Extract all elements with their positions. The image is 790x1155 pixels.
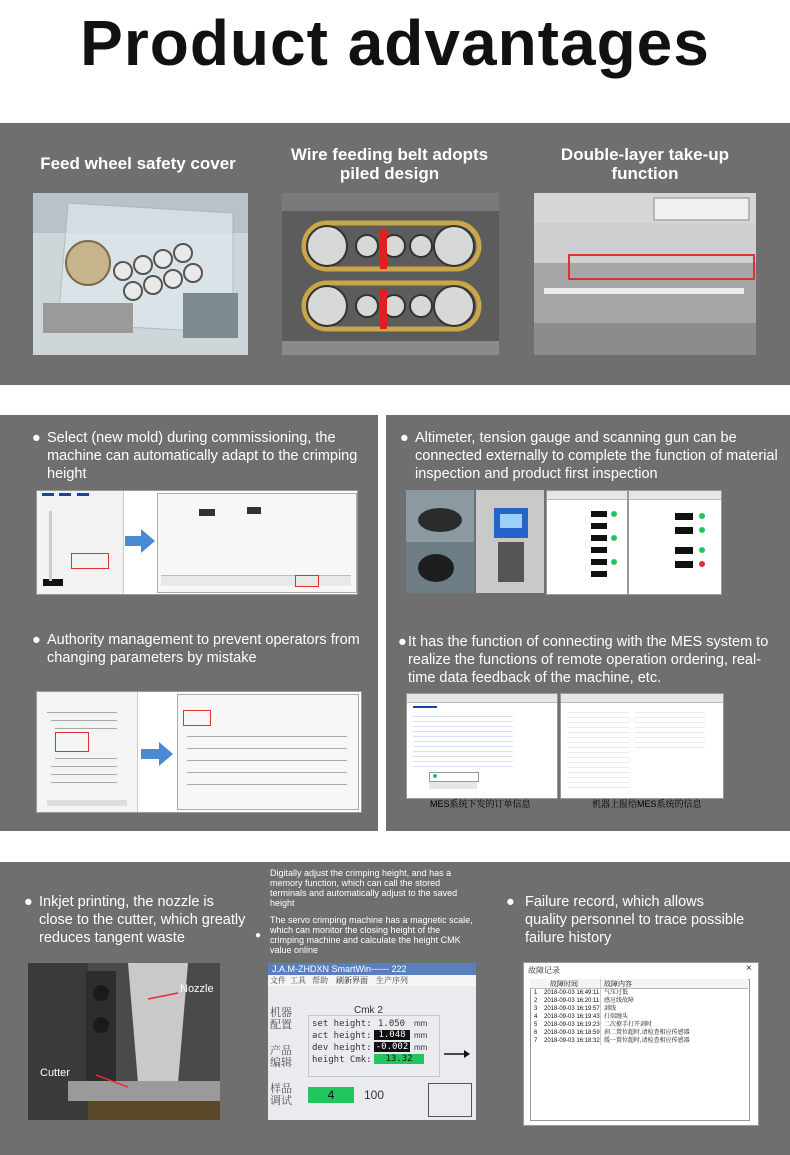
authority-text: Authority management to prevent operators from changing parameters by mistake — [47, 632, 360, 666]
failure-bullet: ● Failure record, which allows quality personnel to trace possible failure history — [506, 893, 756, 953]
table-row[interactable] — [532, 1029, 746, 1037]
table-row[interactable] — [532, 997, 746, 1005]
menu-file[interactable]: 文件 — [270, 976, 286, 985]
cmk-screen-photo — [268, 963, 476, 1120]
take-up-caption: Double-layer take-up function — [560, 145, 730, 183]
row-time: 2018-09-03 16:20:11 — [544, 998, 600, 1004]
count-a: 4 — [308, 1087, 354, 1103]
feed-wheel-photo — [33, 193, 248, 355]
row-index: 6 — [534, 1030, 538, 1036]
side-machine-config[interactable]: 机器配置 — [270, 1007, 292, 1031]
cmk-panel-title: Cmk 2 — [354, 1005, 383, 1016]
feed-wheel-caption: Feed wheel safety cover — [40, 154, 236, 173]
inspection-screen-1 — [546, 490, 628, 595]
commissioning-bullet: ● Select (new mold) during commissioning, the machine can automatically adapt to the crimping height — [32, 429, 372, 489]
crimp-note-2: The servo crimping machine has a magnetic scale, which can monitor the closing height of the crimping machine and calculate the height CMK value online — [270, 915, 473, 955]
col-content: 故障内容 — [604, 981, 632, 988]
row-time: 2018-09-03 16:49:11 — [544, 990, 600, 996]
failure-window-title: 故障记录 — [528, 966, 560, 975]
page-title: Product advantages — [80, 7, 710, 79]
cmk-app-title: J.A.M-ZHDXN SmartWin------ 222 — [268, 963, 476, 975]
mes-order-caption: MES系统下发的订单信息 — [430, 799, 531, 809]
crimp-bullet-dot: ● — [255, 930, 262, 941]
tension-gauge-photo — [476, 490, 544, 593]
altimeter-text: Altimeter, tension gauge and scanning gun can be connected externally to complete the function of material inspection and product first inspection — [415, 430, 778, 482]
nozzle-label: Nozzle — [180, 983, 214, 995]
table-row[interactable] — [532, 1021, 746, 1029]
mes-text: It has the function of connecting with the MES system to realize the functions of remote operation ordering, real-time data feedback of the machine, etc. — [408, 634, 769, 686]
row-index: 2 — [534, 998, 538, 1004]
crimp-note-1: Digitally adjust the crimping height, and has a memory function, which can call the stored terminals and automatically adjust to the saved height — [270, 868, 458, 908]
row-index: 1 — [534, 990, 538, 996]
table-row[interactable] — [532, 1005, 746, 1013]
row-content: 二次撩手打开剥时 — [604, 1022, 653, 1028]
row-index: 4 — [534, 1014, 538, 1020]
side-product-edit[interactable]: 产品编辑 — [270, 1045, 292, 1069]
row-time: 2018-09-03 16:18:59 — [544, 1030, 600, 1036]
row-time: 2018-09-03 16:19:43 — [544, 1014, 600, 1020]
set-height-unit: mm — [414, 1019, 428, 1028]
table-row[interactable] — [532, 989, 746, 997]
close-icon[interactable]: × — [746, 963, 752, 974]
cmk-menubar — [268, 975, 476, 986]
row-content: 刹二置位超时,请检查相应传感器 — [604, 1030, 690, 1036]
set-height-label: set height: — [312, 1019, 372, 1029]
side-sample-debug[interactable]: 样品调试 — [270, 1083, 292, 1107]
wire-belt-caption: Wire feeding belt adopts piled design — [290, 145, 489, 183]
act-height-label: act height: — [312, 1031, 372, 1041]
inkjet-bullet: ● Inkjet printing, the nozzle is close to the cutter, which greatly reduces tangent waste — [24, 893, 250, 953]
altimeter-bullet: ● Altimeter, tension gauge and scanning gun can be connected externally to complete the function of material inspection and product first inspection — [400, 429, 785, 489]
col-time: 故障时间 — [550, 981, 578, 988]
set-height-value: 1.050 — [378, 1019, 406, 1029]
menu-tools[interactable]: 工具 — [290, 976, 306, 985]
arrow-right-icon — [141, 742, 173, 766]
scanner-photo — [406, 490, 474, 593]
failure-text: Failure record, which allows quality personnel to trace possible failure history — [525, 894, 745, 946]
authority-bullet: ● Authority management to prevent operators from changing parameters by mistake — [32, 631, 372, 671]
row-index: 5 — [534, 1022, 538, 1028]
row-content: 感应线故障 — [604, 998, 635, 1004]
inspection-screen-2 — [628, 490, 722, 595]
row-time: 2018-09-03 16:19:57 — [544, 1006, 600, 1012]
inkjet-text: Inkjet printing, the nozzle is close to the cutter, which greatly reduces tangent waste — [39, 894, 246, 946]
row-time: 2018-09-03 16:19:23 — [544, 1022, 600, 1028]
authority-screenshot — [36, 691, 362, 813]
arrow-right-icon — [444, 1049, 470, 1059]
row-index: 3 — [534, 1006, 538, 1012]
wire-belt-photo — [282, 193, 499, 355]
menu-production[interactable]: 生产序列 — [376, 976, 408, 985]
mes-report-screenshot — [560, 693, 724, 799]
mes-order-screenshot — [406, 693, 558, 799]
menu-help[interactable]: 帮助 — [312, 976, 328, 985]
row-content: 打端缠头 — [604, 1014, 629, 1020]
row-content: 剥线 — [604, 1006, 617, 1012]
take-up-photo — [534, 193, 756, 355]
dev-height-label: dev height: — [312, 1043, 372, 1053]
dev-height-unit: mm — [414, 1043, 428, 1052]
row-time: 2018-09-03 16:18:32 — [544, 1038, 600, 1044]
dev-height-value: -0.002 — [375, 1042, 409, 1052]
cutter-label: Cutter — [40, 1067, 70, 1079]
act-height-unit: mm — [414, 1031, 428, 1040]
failure-record-window — [523, 962, 759, 1126]
mes-bullet: ● It has the function of connecting with the MES system to realize the functions of remote operation ordering, real-time data feedback of the machine, etc. — [398, 633, 790, 693]
row-index: 7 — [534, 1038, 538, 1044]
inkjet-photo — [28, 963, 220, 1120]
cmk-value: 13.32 — [374, 1054, 424, 1064]
commissioning-text: Select (new mold) during commissioning, the machine can automatically adapt to the crimping height — [47, 430, 358, 482]
cmk-label: height Cmk: — [312, 1055, 372, 1065]
table-row[interactable] — [532, 1037, 746, 1045]
mes-report-caption: 机器上报给MES系统的信息 — [592, 799, 702, 809]
row-content: 缓一置位超时,请检查相应传感器 — [604, 1038, 690, 1044]
row-content: 气压过低 — [604, 990, 629, 996]
act-height-value: 1.048 — [374, 1030, 410, 1040]
commissioning-screenshot — [36, 490, 358, 595]
arrow-right-icon — [125, 529, 155, 553]
table-row[interactable] — [532, 1013, 746, 1021]
menu-refresh[interactable]: 刷新界面 — [336, 976, 368, 985]
count-b: 100 — [364, 1088, 385, 1102]
